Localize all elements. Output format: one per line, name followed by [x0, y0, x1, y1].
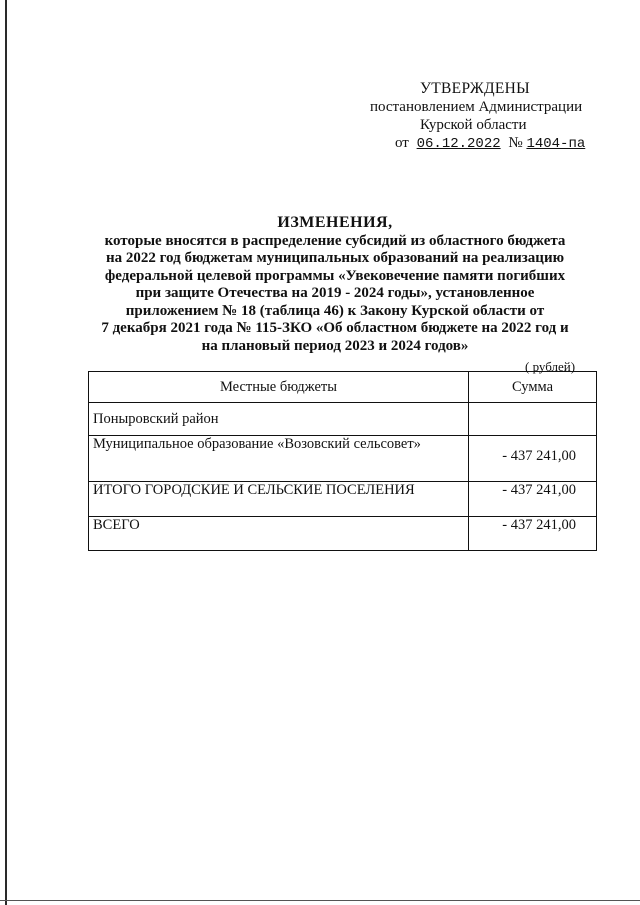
heading-line: которые вносятся в распределение субсидий из областного бюджета	[104, 232, 566, 249]
budget-sum-cell: - 437 241,00	[469, 436, 597, 482]
table-header-row	[89, 372, 597, 403]
scan-edge-left	[5, 0, 7, 905]
heading-line: при защите Отечества на 2019 - 2024 годы», установленное	[135, 285, 535, 301]
budget-name-cell: Поныровский район	[89, 403, 469, 436]
budget-sum-cell: - 437 241,00	[469, 517, 597, 551]
scan-edge-bottom	[0, 900, 640, 901]
heading-line: приложением № 18 (таблица 46) к Закону Курской области от	[125, 302, 545, 319]
column-header-budgets: Местные бюджеты	[89, 372, 469, 403]
heading-line: на плановый период 2023 и 2024 годов»	[201, 337, 469, 354]
approval-date: 06.12.2022	[416, 136, 501, 152]
approval-date-number-line	[395, 134, 585, 153]
approval-title: УТВЕРЖДЕНЫ	[420, 80, 530, 97]
table-row	[89, 482, 597, 517]
unit-label: ( рублей)	[525, 359, 576, 374]
heading-line: на 2022 год бюджетам муниципальных образований на реализацию	[105, 250, 565, 266]
budget-sum-cell: - 437 241,00	[469, 482, 597, 517]
approval-line-decree: постановлением Администрации	[370, 99, 583, 115]
budget-sum-cell	[469, 403, 597, 436]
document-heading	[80, 214, 590, 355]
approval-from-label: от	[395, 135, 409, 151]
approval-line-region: Курской области	[420, 117, 527, 133]
heading-title: ИЗМЕНЕНИЯ,	[277, 214, 393, 231]
table-row	[89, 436, 597, 482]
table-row	[89, 403, 597, 436]
budget-name-cell: ИТОГО ГОРОДСКИЕ И СЕЛЬСКИЕ ПОСЕЛЕНИЯ	[89, 482, 469, 517]
budget-table	[88, 371, 597, 551]
approval-number-label: №	[508, 135, 523, 151]
column-header-sum: Сумма	[469, 372, 597, 403]
budget-name-cell: Муниципальное образование «Возовский сельсовет»	[89, 436, 469, 482]
budget-name-cell: ВСЕГО	[89, 517, 469, 551]
heading-line: 7 декабря 2021 года № 115-ЗКО «Об областном бюджете на 2022 год и	[101, 320, 569, 336]
heading-line: федеральной целевой программы «Увековечение памяти погибших	[104, 267, 566, 284]
table-row	[89, 517, 597, 551]
approval-number: 1404-па	[526, 136, 586, 152]
